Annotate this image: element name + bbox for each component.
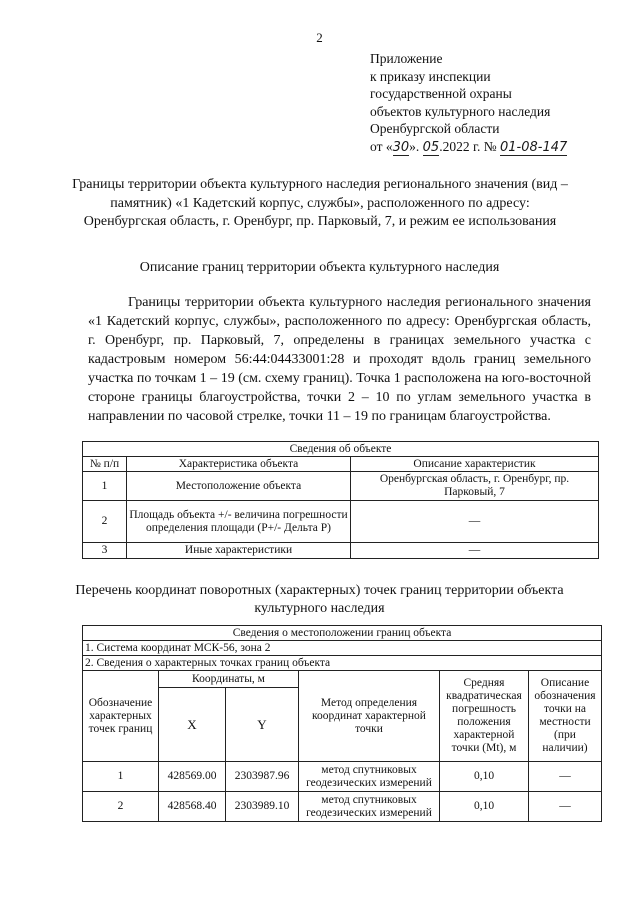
cell-point-description: — <box>529 792 602 822</box>
col-point-description: Описание обозначения точки на местности (при наличии) <box>529 671 602 762</box>
col-header-description: Описание характеристик <box>351 457 599 472</box>
cell-characteristic: Площадь объекта +/- величина погрешности определения площади (Р+/- Дельта Р) <box>127 501 351 543</box>
appendix-line-1: Приложение <box>370 51 443 66</box>
cell-method: метод спутниковых геодезических измерений <box>299 792 440 822</box>
cell-x: 428568.40 <box>159 792 226 822</box>
cell-point-id: 2 <box>83 792 159 822</box>
cell-point-description: — <box>529 762 602 792</box>
table-row <box>83 762 602 792</box>
table-row <box>83 501 599 543</box>
date-suffix: .2022 г. № <box>439 138 497 154</box>
cell-description: — <box>351 543 599 559</box>
document-title: Границы территории объекта культурного наследия регионального значения (вид – памятник) «1 Кадетский корпус, службы», расположенного по адресу: Оренбургская область, г. Оренбург, пр. Парковый, 7, и режим ее использования <box>72 177 568 229</box>
cell-error: 0,10 <box>440 792 529 822</box>
cell-description: Оренбургская область, г. Оренбург, пр. Парковый, 7 <box>351 472 599 501</box>
page-number: 2 <box>316 30 323 45</box>
col-x: X <box>159 688 226 762</box>
appendix-line-5: Оренбургской области <box>370 121 500 136</box>
col-designation: Обозначение характерных точек границ <box>83 671 159 762</box>
appendix-line-2: к приказу инспекции <box>370 68 491 84</box>
points-info-header: 2. Сведения о характерных точках границ объекта <box>83 656 602 671</box>
col-header-num: № п/п <box>83 457 127 472</box>
section-subtitle: Описание границ территории объекта культурного наследия <box>139 260 500 275</box>
appendix-line-3: государственной охраны <box>370 86 512 101</box>
table-row <box>83 792 602 822</box>
date-prefix: от « <box>370 138 393 154</box>
cell-error: 0,10 <box>440 762 529 792</box>
coordinate-system: 1. Система координат МСК-56, зона 2 <box>83 641 602 656</box>
handwritten-month: 05 <box>422 139 440 155</box>
coordinates-table <box>82 625 602 822</box>
appendix-line-4: объектов культурного наследия <box>370 103 551 119</box>
handwritten-order-number: 01-08-147 <box>499 139 568 155</box>
table-row <box>83 472 599 501</box>
cell-description: — <box>351 501 599 543</box>
coords-table-caption: Сведения о местоположении границ объекта <box>83 626 602 641</box>
handwritten-day: 30 <box>392 139 410 155</box>
col-header-characteristic: Характеристика объекта <box>127 457 351 472</box>
cell-y: 2303987.96 <box>226 762 299 792</box>
cell-y: 2303989.10 <box>226 792 299 822</box>
col-coordinates: Координаты, м <box>159 671 299 688</box>
cell-characteristic: Иные характеристики <box>127 543 351 559</box>
cell-x: 428569.00 <box>159 762 226 792</box>
appendix-date-line <box>370 138 567 157</box>
date-mid: ». <box>409 138 420 154</box>
table-row <box>83 543 599 559</box>
cell-num: 2 <box>83 501 127 543</box>
object-table-caption: Сведения об объекте <box>83 442 599 457</box>
cell-characteristic: Местоположение объекта <box>127 472 351 501</box>
col-y: Y <box>226 688 299 762</box>
col-error: Средняя квадратическая погрешность положения характерной точки (Mt), м <box>440 671 529 762</box>
cell-num: 3 <box>83 543 127 559</box>
cell-point-id: 1 <box>83 762 159 792</box>
col-method: Метод определения координат характерной точки <box>299 671 440 762</box>
cell-method: метод спутниковых геодезических измерений <box>299 762 440 792</box>
appendix-block <box>370 50 567 156</box>
object-info-table <box>82 441 599 559</box>
boundary-description: Границы территории объекта культурного наследия регионального значения «1 Кадетский корпус, службы», расположенного по адресу: Оренбургская область, г. Оренбург, пр. Парковый, 7, определены в границах земельного участка с кадастровым номером 56:44:04433001:28 и проходят вдоль границ земельного участка по точкам 1 – 19 (см. схему границ). Точка 1 расположена на юго-восточной стороне границы благоустройства, точки 2 – 10 по углам земельного участка в направлении по часовой стрелке, точки 11 – 19 по границам благоустройства. <box>88 295 591 424</box>
cell-num: 1 <box>83 472 127 501</box>
coordinates-section-title: Перечень координат поворотных (характерных) точек границ территории объекта культурного наследия <box>75 583 564 616</box>
